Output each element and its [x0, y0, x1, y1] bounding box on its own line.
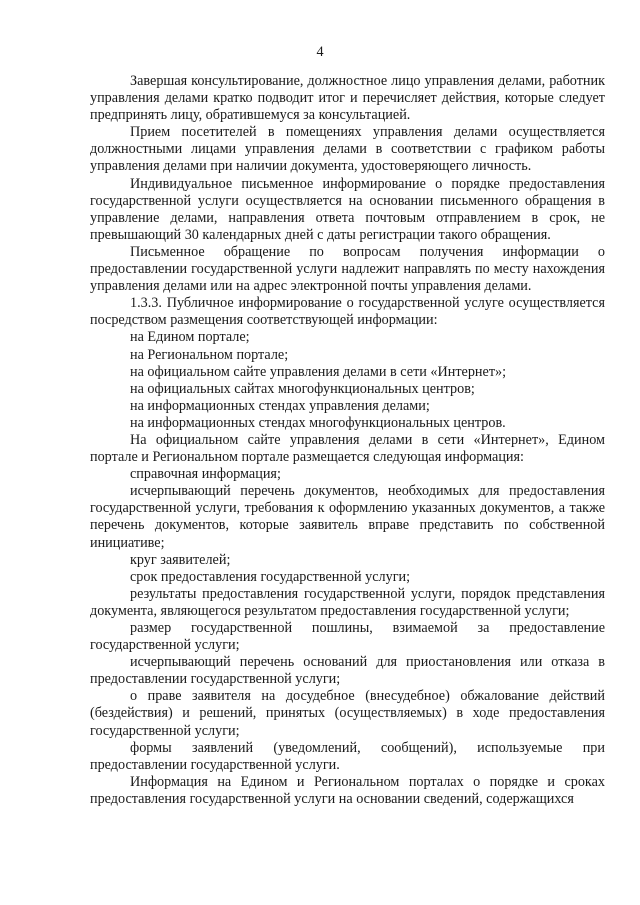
list-item-regional-portal: на Региональном портале; [130, 346, 289, 363]
list-item-mfc-stands: на информационных стендах многофункциональных центров. [130, 414, 506, 431]
paragraph-written-request: Письменное обращение по вопросам получения информации о предоставлении государственной услуги надлежит направлять по месту нахождения управления делами или на адрес электронной почты управления делами. [90, 243, 605, 295]
paragraph-published-information: На официальном сайте управления делами в сети «Интернет», Едином портале и Региональном портале размещается следующая информация: [90, 431, 605, 466]
list-item-appeal-right: о праве заявителя на досудебное (внесудебное) обжалование действий (бездействия) и решений, принятых (осуществляемых) в ходе предоставления государственной услуги; [90, 688, 605, 739]
list-item-reference-info: справочная информация; [130, 466, 281, 483]
paragraph-public-informing: 1.3.3. Публичное информирование о государственной услуге осуществляется посредством размещения соответствующей информации: [90, 295, 605, 329]
list-item-refusal-grounds: исчерпывающий перечень оснований для приостановления или отказа в предоставлении государственной услуги; [90, 654, 605, 688]
paragraph-portal-information: Информация на Едином и Региональном порталах о порядке и сроках предоставления государственной услуги на основании сведений, содержащихся [90, 773, 605, 807]
paragraph-written-informing: Индивидуальное письменное информирование о порядке предоставления государственной услуги осуществляется на основании письменного обращения в управление делами, направления ответа почтовым отправлением в срок, не превышающий 30 календарных дней с даты регистрации такого обращения. [90, 175, 605, 243]
page-number: 4 [316, 44, 324, 60]
list-item-documents-list: исчерпывающий перечень документов, необходимых для предоставления государственной услуги, требования к оформлению указанных документов, а также перечень документов, которые заявитель вправе представить по собственной инициативе; [90, 483, 605, 551]
list-item-official-site: на официальном сайте управления делами в сети «Интернет»; [130, 363, 507, 380]
list-item-info-stands: на информационных стендах управления делами; [130, 397, 430, 414]
paragraph-consultation-summary: Завершая консультирование, должностное лицо управления делами, работник управления делами кратко подводит итог и перечисляет действия, которые следует предпринять лицу, обратившемуся за консультацией. [90, 73, 605, 124]
list-item-applicants: круг заявителей; [130, 551, 231, 568]
list-item-service-term: срок предоставления государственной услуги; [130, 568, 411, 585]
list-item-state-fee: размер государственной пошлины, взимаемой за предоставление государственной услуги; [90, 620, 605, 654]
document-body [90, 73, 605, 808]
list-item-application-forms: формы заявлений (уведомлений, сообщений), используемые при предоставлении государственной услуги. [90, 739, 605, 773]
list-item-unified-portal: на Едином портале; [130, 329, 250, 346]
list-item-mfc-sites: на официальных сайтах многофункциональных центров; [130, 380, 475, 397]
paragraph-visitor-reception: Прием посетителей в помещениях управления делами осуществляется должностными лицами управления делами в соответствии с графиком работы управления делами при наличии документа, удостоверяющего личность. [90, 124, 605, 175]
list-item-service-results: результаты предоставления государственной услуги, порядок представления документа, являющегося результатом предоставления государственной услуги; [90, 585, 605, 619]
